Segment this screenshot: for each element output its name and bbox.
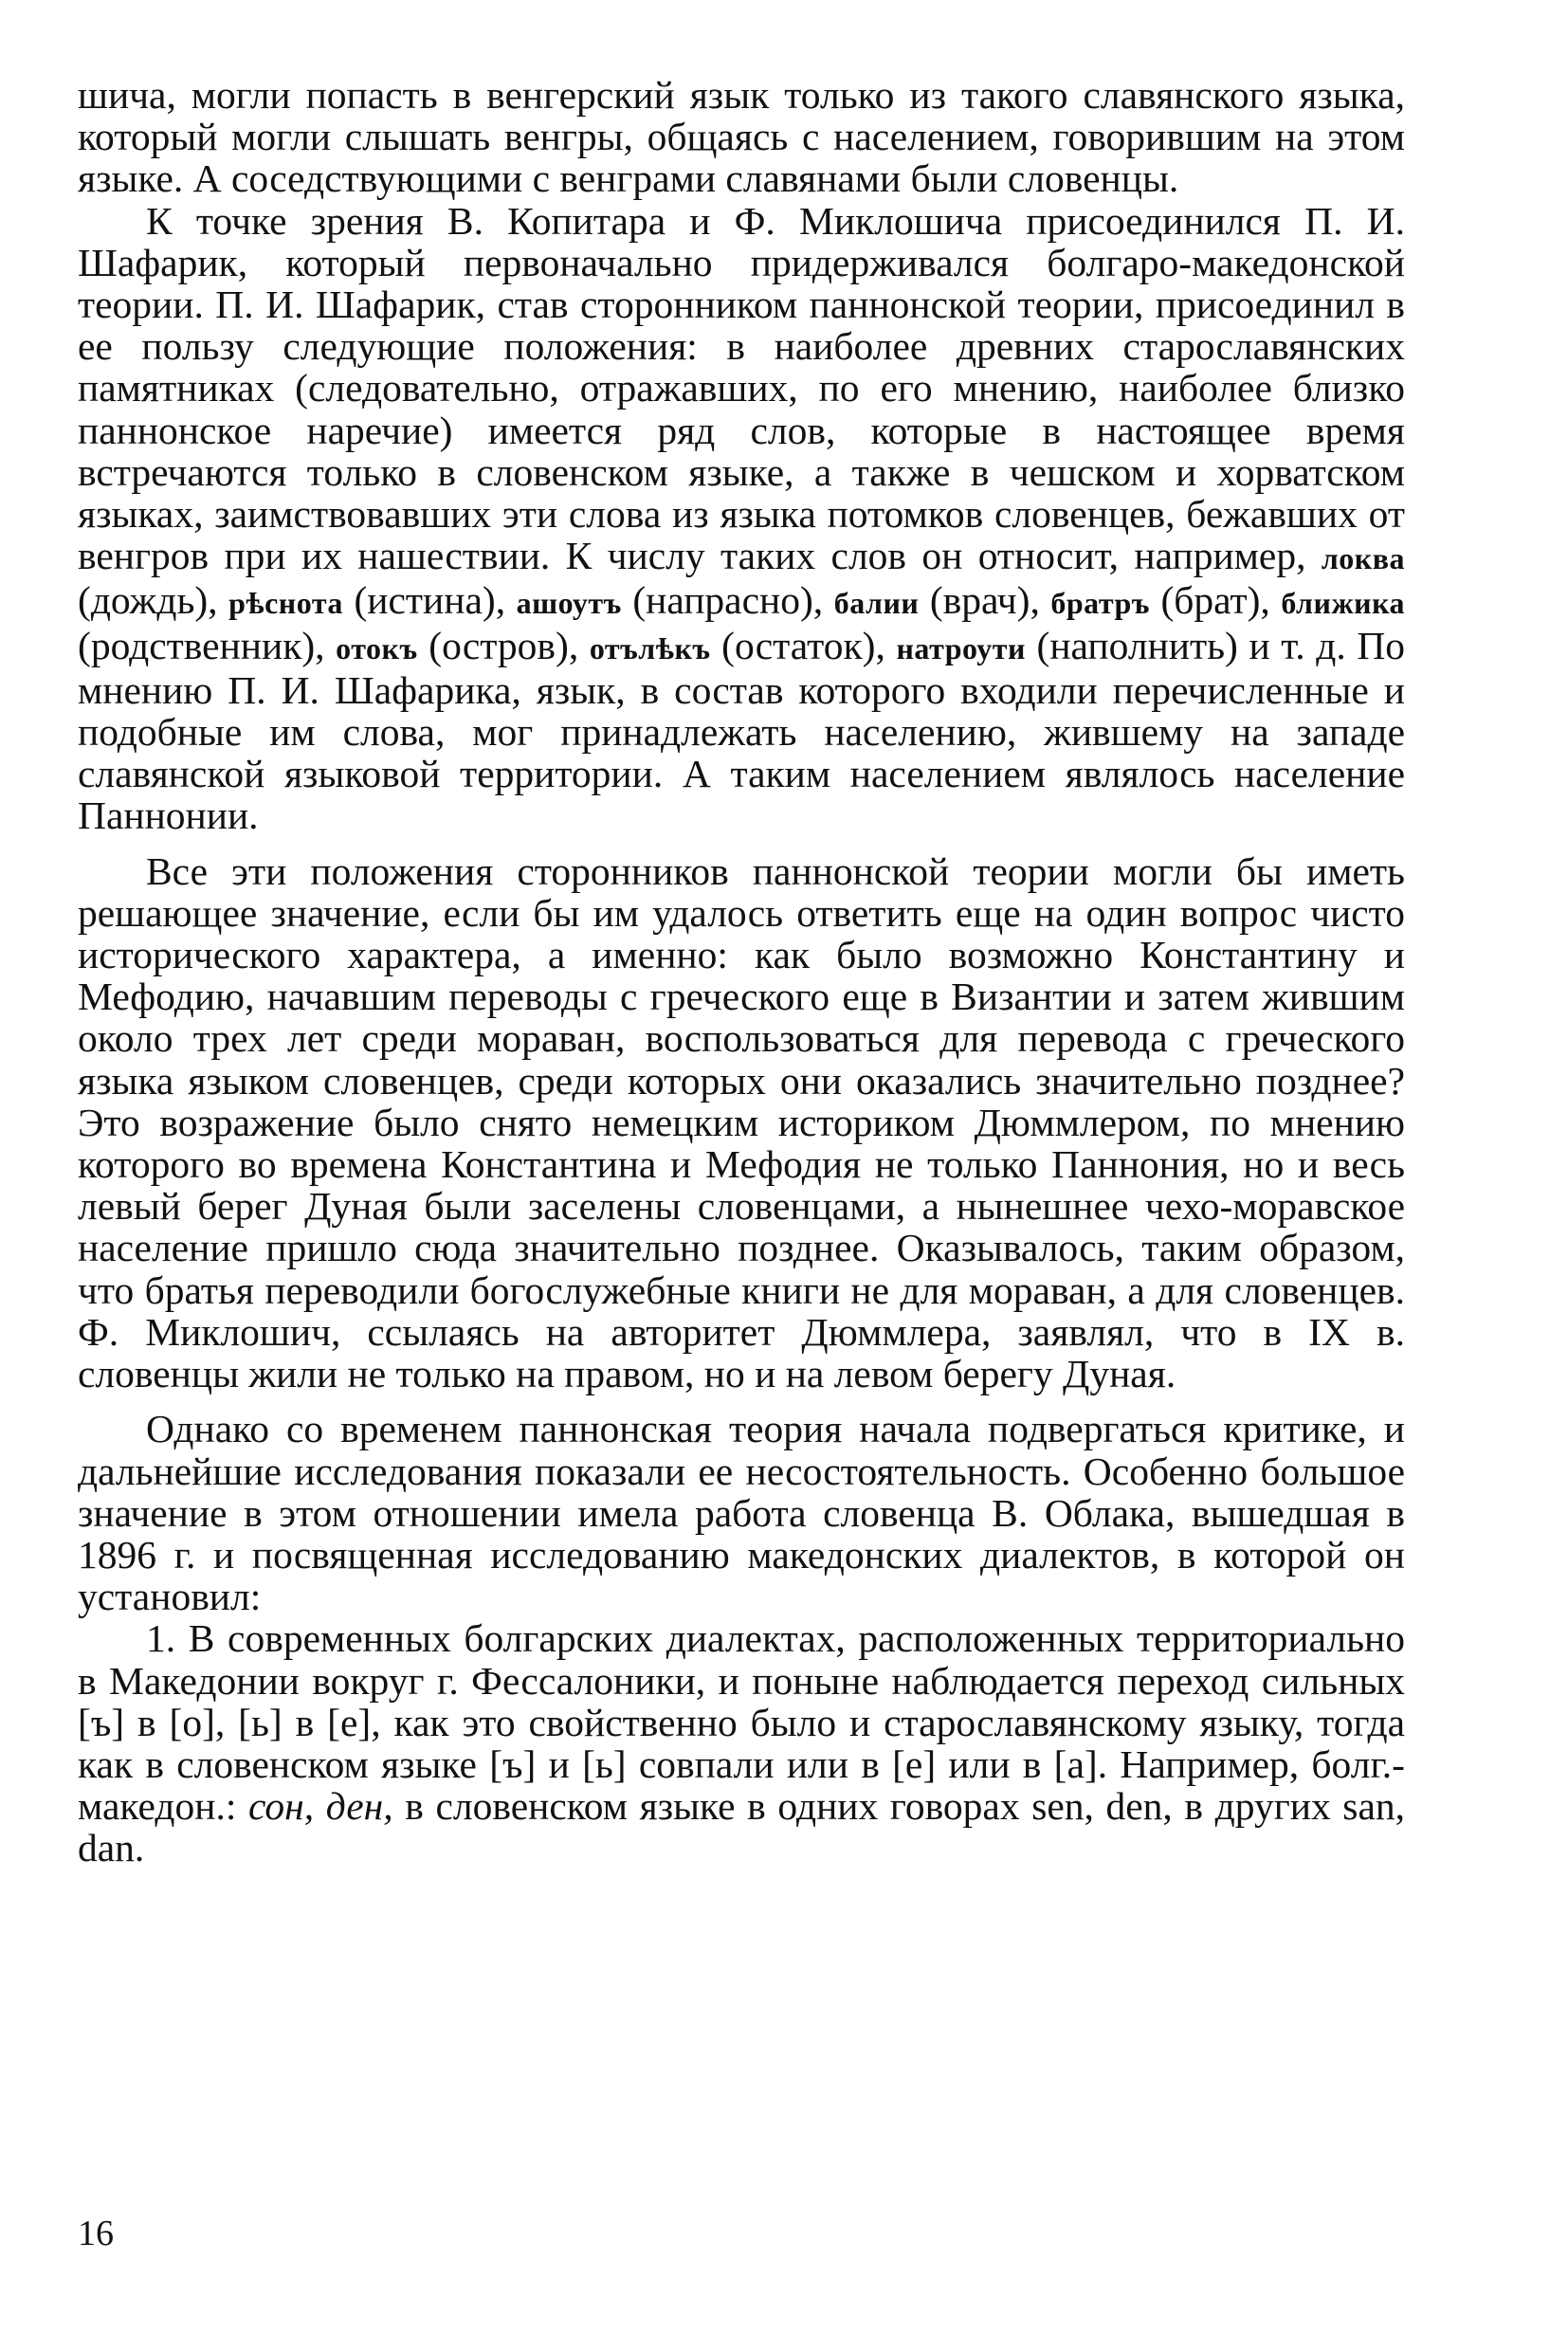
gloss-3: (напрасно), bbox=[632, 578, 824, 623]
italic-example-words: сон, ден, bbox=[248, 1784, 393, 1829]
paragraph-1: шича, могли попасть в венгерский язык только из такого славянского языка, который могли слышать венгры, общаясь с населением, говорившим на этом языке. А соседствующими с венграми славянами были словенцы. bbox=[78, 73, 1405, 201]
gloss-6: (родственник), bbox=[78, 623, 325, 667]
gloss-1: (дождь), bbox=[78, 578, 218, 623]
gloss-4: (врач), bbox=[929, 578, 1040, 623]
old-slavonic-word-7: отокъ bbox=[336, 630, 418, 665]
paragraph-5-text-a: 1. В современных болгарских диалектах, расположенных территориально в Македонии вокруг г. Фессалоники, и поныне наблюдается переход сильных [ъ] в [о], [ь] в [е], как это свойственно было и старославянскому языку, тогда как в словенском языке [ъ] и [ь] совпали или в [е] или в [а]. Например, болг.-македон.: bbox=[78, 1616, 1405, 1829]
paragraph-4: Однако со временем паннонская теория начала подвергаться критике, и дальнейшие исследования показали ее несостоятельность. Особенно большое значение в этом отношении имела работа словенца В. Облака, вышедшая в 1896 г. и посвященная исследованию македонских диалектов, в которой он установил: bbox=[78, 1407, 1405, 1619]
paragraph-3: Все эти положения сторонников паннонской теории могли бы иметь решающее значение, если бы им удалось ответить еще на один вопрос чисто исторического характера, а именно: как было возможно Константину и Мефодию, начавшим переводы с греческого еще в Византии и затем жившим около трех лет среди мораван, воспользоваться для перевода с греческого языка языком словенцев, среди которых они оказались значительно позднее? Это возражение было снято немецким историком Дюммлером, по мнению которого во времена Константина и Мефодия не только Паннония, но и весь левый берег Дуная были заселены словенцами, а нынешнее чехо-моравское население пришло сюда значительно позднее. Оказывалось, таким образом, что братья переводили богослужебные книги не для мораван, а для словенцев. Ф. Миклошич, ссылаясь на авторитет Дюммлера, заявлял, что в IX в. словенцы жили не только на правом, но и на левом берегу Дуная. bbox=[78, 848, 1405, 1396]
page-body-text bbox=[78, 74, 1405, 1869]
old-slavonic-word-4: балии bbox=[833, 586, 920, 621]
gloss-8: (остаток), bbox=[721, 623, 885, 667]
gloss-2: (истина), bbox=[354, 578, 506, 623]
paragraph-2 bbox=[78, 200, 1405, 837]
old-slavonic-word-9: натроути bbox=[896, 630, 1026, 665]
old-slavonic-word-5: братръ bbox=[1050, 586, 1150, 621]
paragraph-2-text-b: (наполнить) и т. д. По мнению П. И. Шафарика, язык, в состав которого входили перечисленные и подобные им слова, мог принадлежать населению, жившему на западе славянской языковой территории. А таким населением являлось население Паннонии. bbox=[78, 623, 1406, 838]
gloss-7: (остров), bbox=[428, 623, 579, 667]
old-slavonic-word-6: ближика bbox=[1281, 586, 1406, 621]
gloss-5: (брат), bbox=[1160, 578, 1270, 623]
old-slavonic-word-8: отълѣкъ bbox=[589, 630, 711, 665]
old-slavonic-word-2: рѣснота bbox=[228, 586, 343, 621]
old-slavonic-word-1: локва bbox=[1321, 541, 1405, 576]
old-slavonic-word-3: ашоутъ bbox=[516, 586, 622, 621]
paragraph-5-text-b: в словенском языке в одних говорах sen, den, в других san, dan. bbox=[78, 1784, 1406, 1870]
paragraph-5 bbox=[78, 1617, 1405, 1869]
paragraph-2-text-a: К точке зрения В. Копитара и Ф. Миклошича присоединился П. И. Шафарик, который первоначально придерживался болгаро-македонской теории. П. И. Шафарик, став сторонником паннонской теории, присоединил в ее пользу следующие положения: в наиболее древних старославянских памятниках (следовательно, отражавших, по его мнению, наиболее близко паннонское наречие) имеется ряд слов, которые в настоящее время встречаются только в словенском языке, а также в чешском и хорватском языках, заимствовавших эти слова из языка потомков словенцев, бежавших от венгров при их нашествии. К числу таких слов он относит, например, bbox=[78, 198, 1405, 578]
page-number: 16 bbox=[78, 2214, 114, 2253]
